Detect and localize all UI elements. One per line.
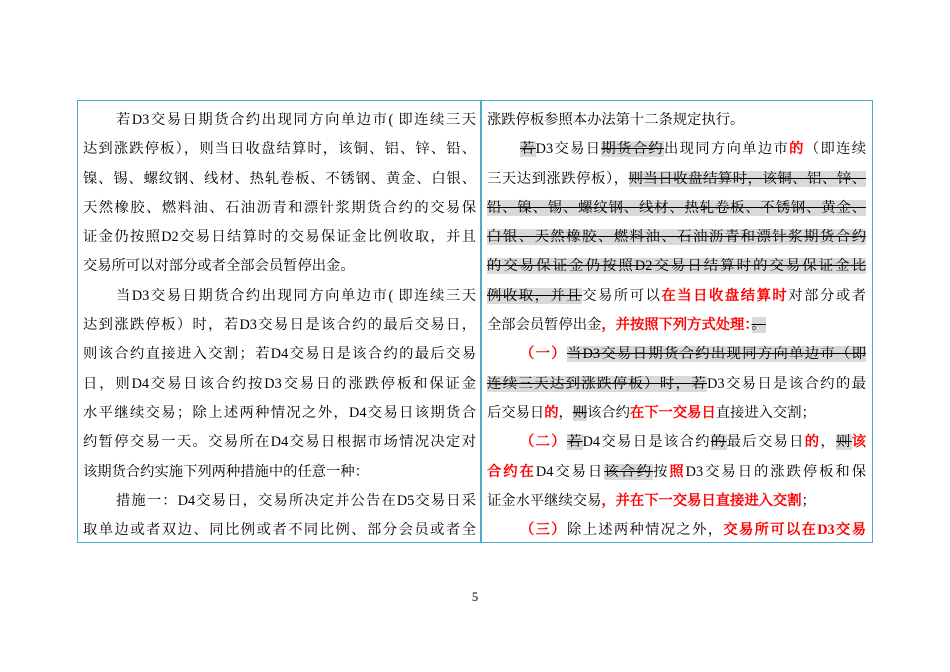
inserted-text: 的 xyxy=(804,434,821,451)
deleted-text: 该合约 xyxy=(604,463,654,480)
text-run: 直接进入交割； xyxy=(715,404,816,421)
inserted-text: 合约在 xyxy=(487,463,536,480)
deleted-text: 若 xyxy=(520,141,536,158)
deleted-text: 白银、天然橡胶、燃料油、石油沥青和漂针浆期货合约 xyxy=(487,229,866,246)
text-line xyxy=(83,370,476,399)
text-line xyxy=(487,135,866,164)
text-run: 该期货合约实施下列两种措施中的任意一种： xyxy=(83,463,369,480)
text-line xyxy=(83,282,476,311)
deleted-text: 则 xyxy=(572,404,588,421)
text-line xyxy=(83,458,476,487)
text-run: 当D3交易日期货合约出现同方向单边市( 即连续三天 xyxy=(116,287,476,304)
paragraph xyxy=(83,487,476,546)
text-line xyxy=(83,135,476,164)
text-line xyxy=(83,194,476,223)
text-run: D4交易日 xyxy=(535,463,605,480)
text-run: 证金仍按照D2交易日结算时的交易保证金比例收取，并且 xyxy=(83,229,476,246)
deleted-text: 。 xyxy=(751,317,766,334)
text-run: 该合约 xyxy=(587,404,630,421)
text-run: ； xyxy=(801,492,816,509)
inserted-text: 交易所可以在D3交易 xyxy=(723,522,866,539)
text-run: 取单边或者双边、同比例或者不同比例、部分会员或者全 xyxy=(83,522,476,539)
paragraph xyxy=(487,135,866,340)
text-line xyxy=(487,252,866,281)
paragraph xyxy=(83,106,476,282)
inserted-text: （三） xyxy=(520,522,567,539)
text-line xyxy=(487,194,866,223)
inserted-text: 在当日收盘结算时 xyxy=(661,287,789,304)
text-run: 达到涨跌停板），则当日收盘结算时，该铜、铝、锌、铅、 xyxy=(83,141,476,158)
revised-text-column xyxy=(487,106,866,545)
text-line xyxy=(487,487,866,516)
text-run: D3交易日的涨跌停板和保 xyxy=(685,463,867,480)
deleted-text: 当D3交易日期货合约出现同方向单边市（即 xyxy=(566,346,866,363)
inserted-text: （一） xyxy=(520,346,567,363)
text-run: 交易所可以 xyxy=(582,287,662,304)
text-line xyxy=(487,370,866,399)
text-line xyxy=(487,223,866,252)
text-line xyxy=(487,106,866,135)
text-line xyxy=(487,428,866,457)
paragraph xyxy=(487,428,866,516)
text-line xyxy=(487,282,866,311)
text-line xyxy=(487,516,866,545)
text-line xyxy=(487,458,866,487)
text-run: （即连续 xyxy=(804,141,867,158)
original-text-column xyxy=(83,106,476,545)
inserted-text: 的 xyxy=(544,404,559,421)
text-run: 镍、锡、螺纹钢、线材、热轧卷板、不锈钢、黄金、白银、 xyxy=(83,170,476,187)
text-line xyxy=(83,399,476,428)
text-run: D3交易日是该合约的最 xyxy=(707,375,866,392)
text-line xyxy=(83,106,476,135)
text-run: 按 xyxy=(653,463,670,480)
paragraph xyxy=(487,340,866,428)
text-run: 涨跌停板参照本办法第十二条规定执行。 xyxy=(487,112,745,128)
text-run: 措施一：D4交易日，交易所决定并公告在D5交易日采 xyxy=(116,492,476,509)
text-run: 证金水平继续交易 xyxy=(487,492,602,509)
deleted-text: 则 xyxy=(836,434,852,451)
text-run: ， xyxy=(820,434,837,451)
text-line xyxy=(83,487,476,516)
deleted-text: 例收取，并且 xyxy=(487,287,583,304)
inserted-text: ，并在下一交易日直接进入交割 xyxy=(601,492,802,509)
deleted-text: 铅、镍、锡、螺纹钢、线材、热轧卷板、不锈钢、黄金、 xyxy=(487,199,866,216)
text-line xyxy=(83,516,476,545)
text-run: 最后交易日 xyxy=(726,434,805,451)
text-line xyxy=(83,340,476,369)
deleted-text: 连续三天达到涨跌停板）时，若 xyxy=(487,375,708,392)
paragraph xyxy=(487,106,866,135)
text-line xyxy=(487,399,866,428)
text-run: ， xyxy=(558,404,573,421)
text-run: D3交易日 xyxy=(535,141,602,158)
column-divider xyxy=(480,100,482,543)
text-run: 日，则D4交易日该合约按D3交易日的涨跌停板和保证金 xyxy=(83,375,476,392)
text-run: 除上述两种情况之外， xyxy=(566,522,724,539)
text-line xyxy=(487,340,866,369)
inserted-text: 该 xyxy=(851,434,867,451)
text-run: 约暂停交易一天。交易所在D4交易日根据市场情况决定对 xyxy=(83,434,476,451)
text-run: 出现同方向单边市 xyxy=(664,141,790,158)
deleted-text: 则当日收盘结算时，该铜、铝、锌、 xyxy=(628,170,866,187)
inserted-text: ，并按照下列方式处理： xyxy=(601,317,752,334)
text-line xyxy=(83,311,476,340)
text-line xyxy=(83,223,476,252)
inserted-text: （二） xyxy=(520,434,567,451)
deleted-text: 期货合约 xyxy=(601,141,664,158)
deleted-text: 若 xyxy=(566,434,583,451)
page-number: 5 xyxy=(471,590,479,604)
text-run: 全部会员暂停出金 xyxy=(487,317,602,334)
text-run: 后交易日 xyxy=(487,404,545,421)
deleted-text: 的交易保证金仍按照D2交易日结算时的交易保证金比 xyxy=(487,258,866,275)
text-line xyxy=(487,165,866,194)
text-run: 水平继续交易；除上述两种情况之外，D4交易日该期货合 xyxy=(83,404,476,421)
text-run: 三天达到涨跌停板）， xyxy=(487,170,629,187)
text-run: D4交易日是该合约 xyxy=(582,434,711,451)
text-run: 达到涨跌停板）时，若D3交易日是该合约的最后交易日， xyxy=(83,317,476,334)
text-run: 若D3交易日期货合约出现同方向单边市( 即连续三天 xyxy=(116,112,476,128)
text-run: 交易所可以对部分或者全部会员暂停出金。 xyxy=(83,258,355,275)
paragraph xyxy=(83,282,476,487)
text-line xyxy=(487,311,866,340)
text-run: 天然橡胶、燃料油、石油沥青和漂针浆期货合约的交易保 xyxy=(83,199,476,216)
inserted-text: 在下一交易日 xyxy=(629,404,716,421)
deleted-text: 的 xyxy=(710,434,727,451)
text-line xyxy=(83,165,476,194)
inserted-text: 照 xyxy=(669,463,686,480)
text-line xyxy=(83,428,476,457)
text-run: 对部分或者 xyxy=(788,287,867,304)
inserted-text: 的 xyxy=(789,141,805,158)
text-line xyxy=(83,252,476,281)
text-run: 则该合约直接进入交割；若D4交易日是该合约的最后交易 xyxy=(83,346,476,363)
paragraph xyxy=(487,516,866,545)
